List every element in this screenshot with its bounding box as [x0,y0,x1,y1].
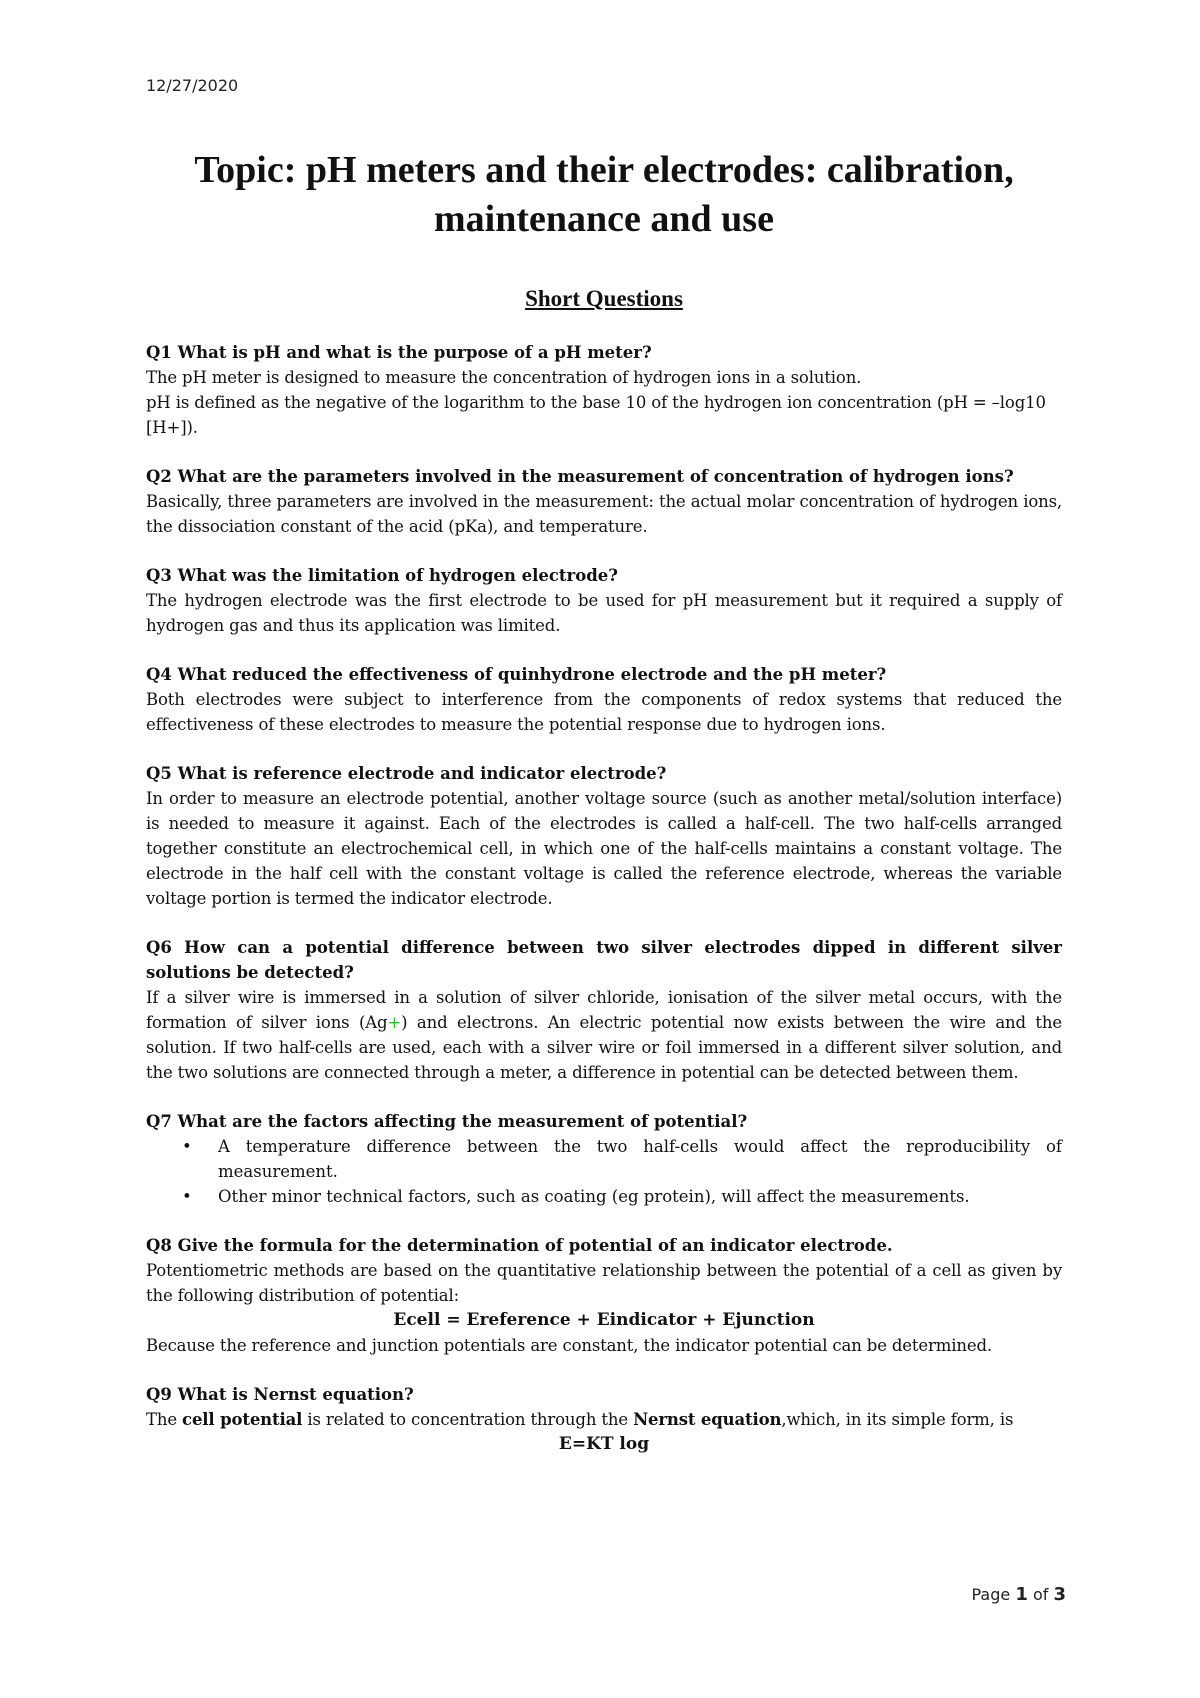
answer-8-line-1: Potentiometric methods are based on the quantitative relationship between the potential of a cell as given by the following distribution of potential: [146,1261,1062,1305]
question-4: Q4 What reduced the effectiveness of quinhydrone electrode and the pH meter? [146,665,887,684]
factor-list [146,1134,1062,1209]
answer-9-text-3: ,which, in its simple form, is [781,1410,1014,1429]
answer-8-line-2: Because the reference and junction potentials are constant, the indicator potential can be determined. [146,1336,992,1355]
answer-4: Both electrodes were subject to interference from the components of redox systems that reduced the effectiveness of these electrodes to measure the potential response due to hydrogen ions. [146,690,1062,734]
qa-block-3 [146,563,1062,638]
answer-6-part-2: ) and electrons. An electric potential now exists between the wire and the solution. If two half-cells are used, each with a silver wire or foil immersed in a different silver solution, and the two solutions are connected through a meter, a difference in potential can be detected between them. [146,1013,1062,1082]
answer-6 [146,985,1062,1085]
ion-charge-plus: + [387,1013,402,1032]
term-nernst-equation: Nernst equation [633,1410,782,1429]
cell-potential-formula: Ecell = Ereference + Eindicator + Ejunction [393,1310,815,1330]
answer-1-line-2: pH is defined as the negative of the logarithm to the base 10 of the hydrogen ion concentration (pH = –log10 [H+]). [146,393,1046,437]
list-item-text: A temperature difference between the two half-cells would affect the reproducibility of measurement. [218,1137,1062,1181]
qa-block-5 [146,761,1062,911]
header-date: 12/27/2020 [146,76,239,95]
list-item-text: Other minor technical factors, such as coating (eg protein), will affect the measurements. [218,1187,970,1206]
page-title: Topic: pH meters and their electrodes: calibration, maintenance and use [194,149,1014,240]
question-9: Q9 What is Nernst equation? [146,1385,414,1404]
question-5: Q5 What is reference electrode and indicator electrode? [146,764,667,783]
term-cell-potential: cell potential [182,1410,303,1429]
list-item [146,1184,1062,1209]
qa-block-9 [146,1382,1062,1457]
answer-9 [146,1407,1062,1432]
answer-5: In order to measure an electrode potential, another voltage source (such as another metal/solution interface) is needed to measure it against. Each of the electrodes is called a half-cell. The two half-cells arranged together constitute an electrochemical cell, in which one of the half-cells maintains a constant voltage. The electrode in the half cell with the constant voltage is called the reference electrode, whereas the variable voltage portion is termed the indicator electrode. [146,789,1062,908]
answer-9-text-1: The [146,1410,183,1429]
qa-block-8 [146,1233,1062,1358]
answer-1-line-1: The pH meter is designed to measure the concentration of hydrogen ions in a solution. [146,368,862,387]
qa-block-2 [146,464,1062,539]
question-3: Q3 What was the limitation of hydrogen electrode? [146,566,618,585]
nernst-formula: E=KT log [558,1434,650,1454]
of-word: of [1032,1585,1049,1604]
qa-block-6 [146,935,1062,1085]
answer-9-text-2: is related to concentration through the [302,1410,634,1429]
document-body [146,146,1062,1481]
question-7: Q7 What are the factors affecting the measurement of potential? [146,1112,748,1131]
list-item [146,1134,1062,1184]
question-1: Q1 What is pH and what is the purpose of a pH meter? [146,343,652,362]
answer-3: The hydrogen electrode was the first electrode to be used for pH measurement but it required a supply of hydrogen gas and thus its application was limited. [146,591,1062,635]
page-word: Page [971,1585,1011,1604]
qa-block-7 [146,1109,1062,1209]
qa-block-1 [146,340,1062,440]
question-6: Q6 How can a potential difference between two silver electrodes dipped in different silver solutions be detected? [146,938,1062,982]
bullet-icon: • [182,1137,192,1156]
answer-6-part-1: If a silver wire is immersed in a solution of silver chloride, ionisation of the silver metal occurs, with the formation of silver ions (Ag [146,988,1062,1032]
current-page: 1 [1015,1584,1028,1605]
question-8: Q8 Give the formula for the determination of potential of an indicator electrode. [146,1236,893,1255]
answer-2: Basically, three parameters are involved in the measurement: the actual molar concentration of hydrogen ions, the dissociation constant of the acid (pKa), and temperature. [146,492,1062,536]
bullet-icon: • [182,1187,192,1206]
total-pages: 3 [1053,1584,1066,1605]
page-number [972,1584,1067,1605]
question-2: Q2 What are the parameters involved in the measurement of concentration of hydrogen ions? [146,467,1014,486]
section-heading: Short Questions [525,286,683,311]
qa-block-4 [146,662,1062,737]
